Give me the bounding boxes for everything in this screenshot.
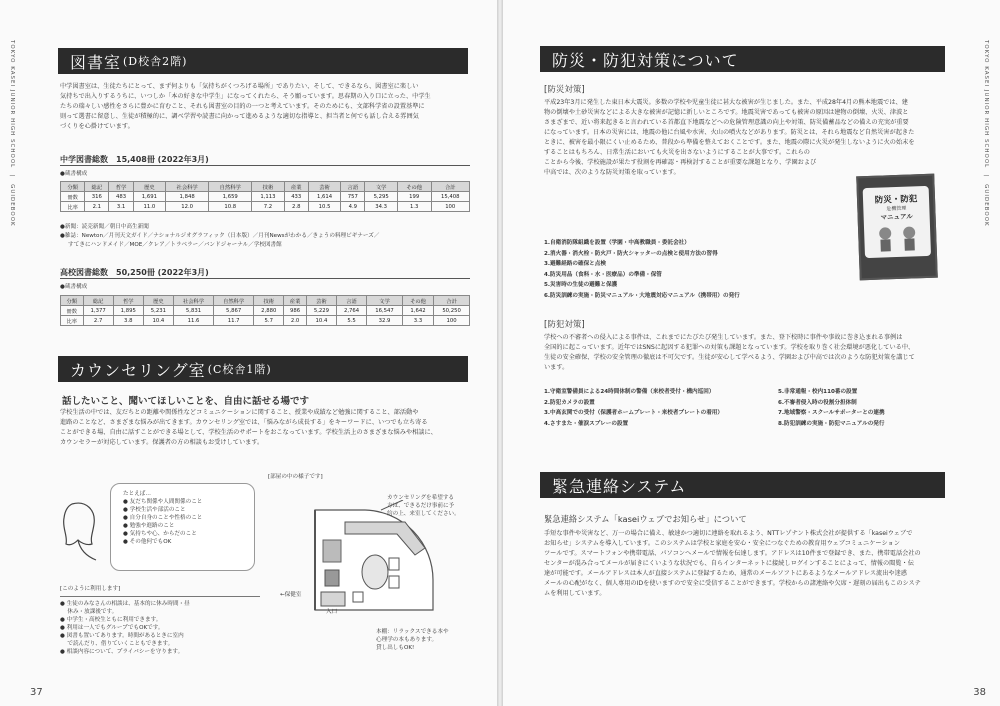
list-item: 3.避難経路の確保と点検 xyxy=(544,261,606,267)
text-line: さまざまで、近い将来起きると言われている首都直下地震などへの危険管理意識の向上や対策、防災備蓄品などの備えの充実が重要 xyxy=(544,119,909,126)
emergency-heading: 緊急連絡システム「kaseiウェブでお知らせ」について xyxy=(544,514,747,524)
table-header-cell: その他 xyxy=(402,296,433,306)
examples-bubble xyxy=(110,483,255,571)
list-item: 1.守衛室警備員による24時間体制の警備（来校者受付・構内巡回） xyxy=(544,389,715,395)
text-line: ムを利用しています。 xyxy=(544,590,606,597)
table-cell: 1.3 xyxy=(397,202,431,212)
text-line: カウンセリングを希望する xyxy=(387,495,455,501)
text-line: 生徒の安全確保、学校の安全管理の徹底は不可欠です。生徒が安心して学べるよう、学園および中高では次のような防犯対策を講じて xyxy=(544,354,915,361)
corridor-label: ←保健室 xyxy=(280,592,302,598)
text-line: 中高では、次のような防災対策を取っています。 xyxy=(544,169,680,176)
table-cell: 16,547 xyxy=(367,306,403,316)
text-line: づくりを心掛けています。 xyxy=(60,123,134,130)
table-header-cell: 文学 xyxy=(365,182,397,192)
table-header-cell: 総記 xyxy=(85,182,109,192)
page-number: 37 xyxy=(30,687,43,698)
side-running-text: TOKYO KASEI JUNIOR HIGH SCHOOL | GUIDEBOOK xyxy=(9,40,15,227)
table-cell: 2.1 xyxy=(85,202,109,212)
table-cell: 7.2 xyxy=(252,202,284,212)
emergency-paragraph xyxy=(544,529,954,599)
list-item: 2.消火器・消火栓・防火戸・防火シャッターの点検と使用方法の習得 xyxy=(544,250,718,257)
text-line: 則って選書に留意し、生徒が積極的に、調べ学習や読書に向かって進めるような適切な指導と、担当者と何でも話し合える雰囲気 xyxy=(60,113,419,120)
table-header-row xyxy=(61,296,470,306)
table-header-cell: 技術 xyxy=(252,182,284,192)
table-header-cell: 言語 xyxy=(341,182,365,192)
table-cell: 32.9 xyxy=(367,316,403,326)
table-cell: 比率 xyxy=(61,202,85,212)
table-cell: 5,867 xyxy=(214,306,254,316)
text-line: メールの心配がなく、個人専用のIDを使いますので安全に受信することができます。学校からの諸連絡や欠席・遅刻の届出もこのシステ xyxy=(544,580,921,587)
library-title-sub: (D校舎2階) xyxy=(123,55,188,68)
table-header-cell: 歴史 xyxy=(143,296,173,306)
table-cell: 1,113 xyxy=(252,192,284,202)
crime-measures-list-b xyxy=(778,387,885,429)
reservation-note xyxy=(387,494,477,518)
booklet-cover xyxy=(863,186,931,258)
list-item: ● 勉強や進路のこと xyxy=(123,523,175,529)
table-cell: 5,231 xyxy=(143,306,173,316)
text-line: 中学図書室は、生徒たちにとって、まず何よりも「気持ちがくつろげる場所」でありたい、そして、できるなら、図書室に楽しい xyxy=(60,83,419,90)
crime-paragraph xyxy=(544,333,954,373)
table-header-cell: 自然科学 xyxy=(214,296,254,306)
table-cell: 2.8 xyxy=(284,202,308,212)
table-cell: 2.0 xyxy=(284,316,307,326)
room-title: [部屋の中の様子です] xyxy=(268,474,323,480)
table-header-cell: 分類 xyxy=(61,182,85,192)
text-line: 心理学の本もあります。 xyxy=(376,637,438,643)
table-cell: 2.7 xyxy=(83,316,113,326)
list-item: ● 中学生・高校生ともに利用できます。 xyxy=(60,617,162,623)
table-header-cell: 自然科学 xyxy=(209,182,252,192)
student-silhouette-icon xyxy=(56,500,104,580)
table-cell: 1,691 xyxy=(133,192,165,202)
table-cell: 100 xyxy=(431,202,470,212)
counsel-heading: 話したいこと、聞いてほしいことを、自由に話せる場です xyxy=(62,396,310,407)
text-line: 約の上、来室してください。 xyxy=(387,511,460,517)
table-row xyxy=(61,192,470,202)
jh-newspapers: ●新聞：読売新聞／朝日中高生新聞 xyxy=(60,224,149,230)
usage-list xyxy=(60,600,190,656)
booklet-subtitle: 危機管理 xyxy=(886,205,907,213)
counsel-section-header xyxy=(58,356,468,382)
list-item: ● 学校生活や部活のこと xyxy=(123,507,186,513)
list-item: 4.防災用品（食料・水・医療品）の準備・保管 xyxy=(544,271,662,278)
jh-total-heading: 中学図書総数 15,408冊 (2022年3月) xyxy=(60,155,209,164)
table-row xyxy=(61,316,470,326)
booklet-subtitle-2: マニュアル xyxy=(880,212,913,222)
table-cell: 1,659 xyxy=(209,192,252,202)
table-cell: 5,295 xyxy=(365,192,397,202)
table-header-cell: 分類 xyxy=(61,296,84,306)
list-item: 8.防犯訓練の実施・防犯マニュアルの発行 xyxy=(778,420,885,427)
table-row xyxy=(61,202,470,212)
table-cell: 483 xyxy=(109,192,133,202)
list-item: ● 気持ちや心、からだのこと xyxy=(123,531,197,537)
table-cell: 316 xyxy=(85,192,109,202)
list-item: で読んだり、借りていくこともできます。 xyxy=(60,641,174,647)
library-section-header xyxy=(58,48,468,74)
table-cell: 11.7 xyxy=(214,316,254,326)
table-cell: 433 xyxy=(284,192,308,202)
table-cell: 2,880 xyxy=(254,306,284,316)
table-cell: 4.9 xyxy=(341,202,365,212)
text-line: 平成23年3月に発生した東日本大震災。多数の学校や児童生徒に甚大な被害が生じました。また、平成28年4月の熊本地震では、建 xyxy=(544,99,908,106)
emergency-title: 緊急連絡システム xyxy=(552,476,687,496)
list-item: ● 生徒のみなさんの相談は、基本的に休み時間・昼 xyxy=(60,601,190,607)
table-header-cell: 社会科学 xyxy=(166,182,209,192)
table-row xyxy=(61,306,470,316)
table-header-cell: 産業 xyxy=(284,182,308,192)
text-line: 全国的に起こっています。近年ではSNSに起因する犯罪への対策も課題となっています。学校を取り巻く社会環境が悪化している中、 xyxy=(544,344,915,351)
table-header-cell: 歴史 xyxy=(133,182,165,192)
list-item: 5.非常通報・校内110番の設置 xyxy=(778,389,858,395)
table-cell: 5.5 xyxy=(337,316,367,326)
table-cell: 11.6 xyxy=(173,316,213,326)
disaster-title: 防災・防犯対策について xyxy=(552,50,739,70)
crime-measures-list-a xyxy=(544,387,723,429)
text-line: お知らせ」システムを導入しています。このシステムは学校と家庭を安心・安全につなぐための教育用ウェブコミュニケーション xyxy=(544,540,900,547)
text-line: 進路のことなど、さまざまな悩みが出てきます。カウンセリング室では、「悩みながら成長する」をキーワードに、いつでも立ち寄る xyxy=(60,419,428,426)
table-cell: 199 xyxy=(397,192,431,202)
disaster-manual-booklet-image xyxy=(856,174,938,281)
text-line: 学校への不審者への侵入による事件は、これまでにたびたび発生しています。また、登下校時に事件や事故に巻き込まれる事例は xyxy=(544,334,903,341)
table-header-cell: 社会科学 xyxy=(173,296,213,306)
text-line: 学校生活の中では、友だちとの距離や関係性などコミュニケーションに関すること、授業や成績など勉強に関すること、部活動や xyxy=(60,409,419,416)
examples-list xyxy=(123,490,202,546)
left-page xyxy=(0,0,497,706)
hs-total-heading: 高校図書総数 50,250冊 (2022年3月) xyxy=(60,268,209,277)
divider xyxy=(60,278,470,279)
table-header-row xyxy=(61,182,470,192)
table-header-cell: 芸術 xyxy=(308,182,340,192)
table-cell: 2,764 xyxy=(337,306,367,316)
list-item: 6.不審者侵入時の役割分担体制 xyxy=(778,399,857,406)
list-item: 1.自衛消防隊組織を設置（学園・中高教職員・委託会社） xyxy=(544,240,690,246)
list-item: ● 利用は一人でもグループでもOKです。 xyxy=(60,625,164,631)
booklet-illustration-icon xyxy=(867,222,928,254)
jh-stats-table xyxy=(60,181,470,212)
page-number: 38 xyxy=(973,687,986,698)
text-line: センターが混み合ってメールが届きにくいような状況でも、自らインターネットに接続しログインすることによって、情報の閲覧・伝 xyxy=(544,560,914,567)
list-item: 2.防犯カメラの設置 xyxy=(544,399,595,406)
table-header-cell: 技術 xyxy=(254,296,284,306)
table-cell: 冊数 xyxy=(61,306,84,316)
list-item: 休み・放課後です。 xyxy=(60,609,118,615)
table-cell: 冊数 xyxy=(61,192,85,202)
table-header-cell: 哲学 xyxy=(113,296,143,306)
divider xyxy=(60,596,260,597)
text-line: います。 xyxy=(544,364,569,371)
counsel-title: カウンセリング室 xyxy=(70,360,206,380)
jh-composition-label: ●蔵書構成 xyxy=(60,171,88,177)
text-line: することはもちろん、日常生活においても火災を出さないようにすることが大事です。これらの xyxy=(544,149,810,156)
disaster-paragraph xyxy=(544,98,954,178)
hs-composition-label: ●蔵書構成 xyxy=(60,284,88,290)
bookshelf-note xyxy=(376,628,476,652)
table-header-cell: 合計 xyxy=(434,296,470,306)
list-item: ● 友だち関係や人間関係のこと xyxy=(123,499,203,505)
table-cell: 12.0 xyxy=(166,202,209,212)
table-cell: 1,642 xyxy=(402,306,433,316)
text-line: 物の倒壊や土砂災害などによる大きな被害が記憶に新しいところです。地震災害であっても被害の原因は建物の倒壊、火災、津波と xyxy=(544,109,909,116)
table-cell: 比率 xyxy=(61,316,84,326)
text-line: 気持ちで出入りするうちに、いつしか「本の好きな中学生」になってくれたら、そう願っています。思春期の入り口に立った、中学生 xyxy=(60,93,431,100)
list-item: 3.中高玄関での受付（保護者ホームプレート・来校者プレートの着用） xyxy=(544,410,723,416)
list-item: 5.災害時の生徒の避難と保護 xyxy=(544,282,618,288)
disaster-section-header xyxy=(540,46,945,72)
text-line: ことから今後、学校施設が果たす役割を再確認・再検討することが重要な課題となり、学園および xyxy=(544,159,817,166)
list-item: 7.地域警察・スクールサポーターとの連携 xyxy=(778,410,885,416)
table-cell: 1,848 xyxy=(166,192,209,202)
table-cell: 757 xyxy=(341,192,365,202)
divider xyxy=(60,165,470,166)
list-item: 4.さすまた・催涙スプレーの設置 xyxy=(544,420,629,427)
table-header-cell: 芸術 xyxy=(306,296,336,306)
table-cell: 15,408 xyxy=(431,192,470,202)
table-cell: 10.8 xyxy=(209,202,252,212)
usage-title: [このように利用します] xyxy=(60,586,121,592)
list-item: ● 自分自身のことや性格のこと xyxy=(123,515,203,521)
text-line: ことができる場、自由に話すことができる場として、学校生活のサポートをおこなっています。学校生活上のさまざまな悩みや相談に、 xyxy=(60,429,437,436)
table-header-cell: その他 xyxy=(397,182,431,192)
table-header-cell: 言語 xyxy=(337,296,367,306)
counsel-title-sub: (C校舎1階) xyxy=(207,363,272,376)
table-cell: 34.3 xyxy=(365,202,397,212)
table-cell: 1,377 xyxy=(83,306,113,316)
jh-magazines-2: すてきにハンドメイド／MOE／クレア／トラベラー／バンドジャーナル／学校図書館 xyxy=(68,242,282,248)
text-line: になっています。日本の災害には、地震の他に台風や水害、火山の噴火などがあります。防災とは、それら地震など自然災害が起きた xyxy=(544,129,915,136)
disaster-measures-list xyxy=(544,238,740,301)
text-line: 手短な事件や災害など、万一の場合に備え、敏速かつ適切に連絡を取れるよう、NTTレゾナント株式会社が提供する「kaseiウェブで xyxy=(544,530,913,537)
emergency-section-header xyxy=(540,472,945,498)
table-cell: 1,614 xyxy=(308,192,340,202)
table-cell: 11.0 xyxy=(133,202,165,212)
table-cell: 986 xyxy=(284,306,307,316)
table-cell: 50,250 xyxy=(434,306,470,316)
crime-prevention-subheading: [防犯対策] xyxy=(544,320,585,330)
table-cell: 3.8 xyxy=(113,316,143,326)
counsel-paragraph xyxy=(60,408,470,448)
table-cell: 5.7 xyxy=(254,316,284,326)
side-running-text: TOKYO KASEI JUNIOR HIGH SCHOOL | GUIDEBOOK xyxy=(983,40,989,227)
examples-title: たとえば… xyxy=(123,491,151,497)
list-item: 6.防災訓練の実施・防災マニュアル・大地震対応マニュアル（携帯用）の発行 xyxy=(544,292,740,299)
table-header-cell: 文学 xyxy=(367,296,403,306)
library-paragraph xyxy=(60,82,470,132)
booklet-title: 防災・防犯 xyxy=(874,194,918,206)
table-cell: 3.1 xyxy=(109,202,133,212)
table-cell: 5,831 xyxy=(173,306,213,316)
table-cell: 3.3 xyxy=(402,316,433,326)
table-cell: 10.4 xyxy=(143,316,173,326)
jh-magazines-1: ●雑誌：Newton／月刊天文ガイド／ナショナルジオグラフィック（日本版）／月刊Newsがわかる／きょうの料理ビギナーズ／ xyxy=(60,233,380,239)
table-header-cell: 総記 xyxy=(83,296,113,306)
table-cell: 10.4 xyxy=(306,316,336,326)
list-item: ● 相談内容について、プライバシーを守ります。 xyxy=(60,649,184,655)
table-cell: 1,895 xyxy=(113,306,143,316)
text-line: カウンセラーが対応しています。保護者の方の相談もお受けしています。 xyxy=(60,439,264,446)
list-item: ● 図書も置いてあります。時間があるときに室内 xyxy=(60,633,184,639)
text-line: たちの瑞々しい感性をさらに豊かに育むこと、それも図書室の目的の一つと考えています。そのためにも、文部科学省の設置基準に xyxy=(60,103,425,110)
table-header-cell: 合計 xyxy=(431,182,470,192)
text-line: 本棚：リラックスできる本や xyxy=(376,629,449,635)
table-header-cell: 産業 xyxy=(284,296,307,306)
disaster-prevention-subheading: [防災対策] xyxy=(544,85,585,95)
text-line: 方は、できるだけ事前に予 xyxy=(387,503,455,509)
hs-stats-table xyxy=(60,295,470,326)
text-line: ツールです。スマートフォンや携帯電話、パソコンへメールで情報を伝達します。アドレスは10件まで登録でき、また、携帯電話会社の xyxy=(544,550,921,557)
table-cell: 5,229 xyxy=(306,306,336,316)
library-title: 図書室 xyxy=(70,52,122,72)
text-line: 達が可能です。メールアドレスは本人が直接システムに登録するため、通常のメールソフトにあるようなメールアドレス流出や迷惑 xyxy=(544,570,907,577)
list-item: ● その他何でもOK xyxy=(123,539,172,545)
right-page xyxy=(503,0,1000,706)
entrance-label: 入口 xyxy=(326,609,338,615)
text-line: 貸し出しもOK! xyxy=(376,645,415,651)
table-cell: 10.5 xyxy=(308,202,340,212)
text-line: ときに、被害を最小限にくい止めるため、普段から準備を整えておくことです。また、地震の際に火災が発生しないように火の始末を xyxy=(544,139,915,146)
table-header-cell: 哲学 xyxy=(109,182,133,192)
table-cell: 100 xyxy=(434,316,470,326)
